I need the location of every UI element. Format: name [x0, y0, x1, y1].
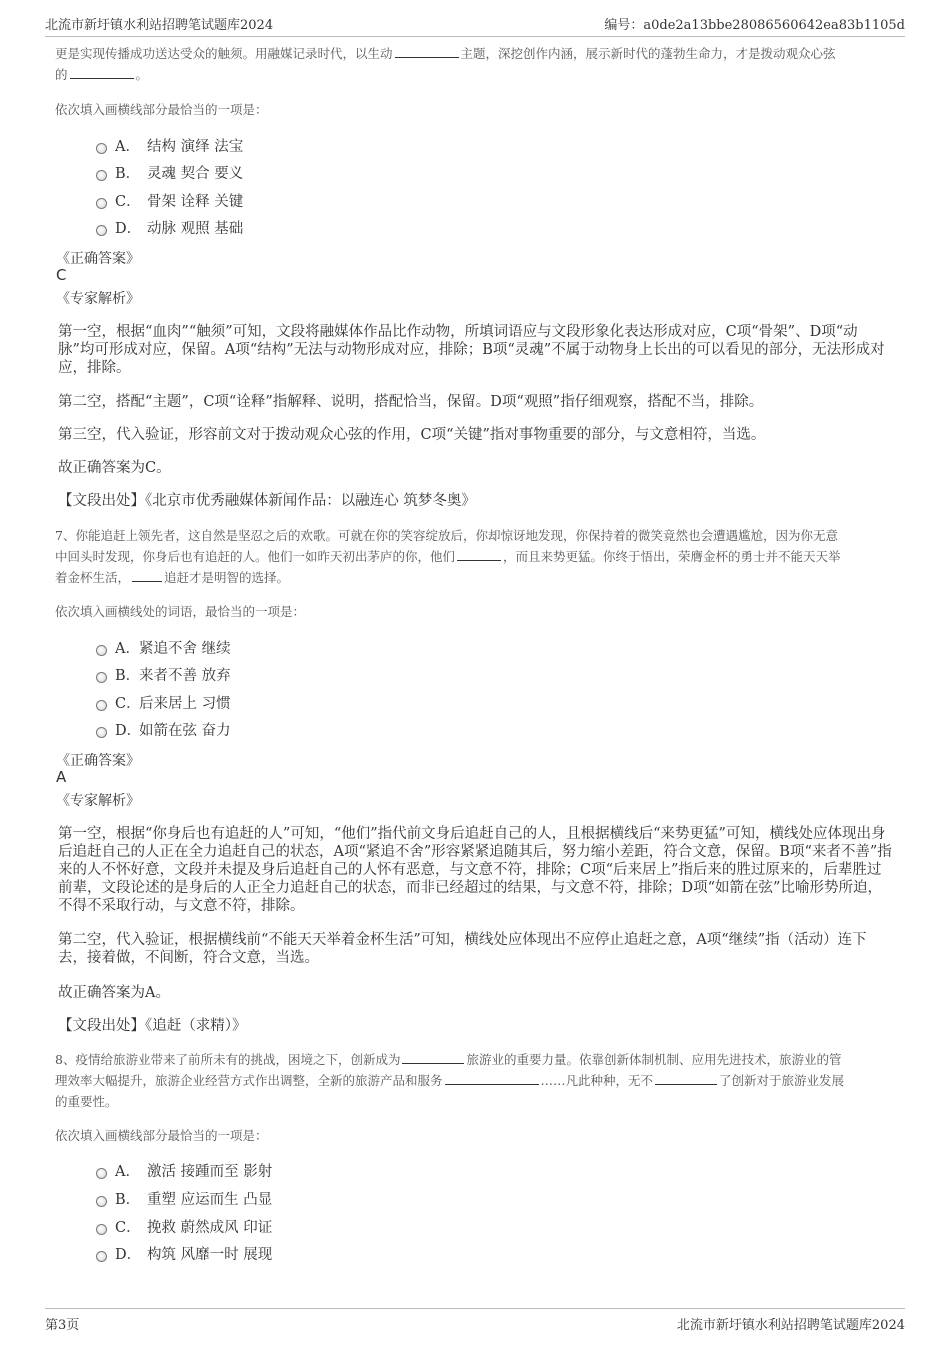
q7-answer-label: 《正确答案》 [56, 753, 140, 769]
q6-analysis-1: 第一空，根据“血肉”“触须”可知，文段将融媒体作品比作动物，所填词语应与文段形象化表达形成对应，C项“骨架”、D项“动脉”均可形成对应，保留。A项“结构”无法与动物形成对应，排除；B项“灵魂”不属于动物身上长出的可以看见的部分，无法形成对应，排除。 [58, 324, 885, 376]
blank-line [445, 1072, 539, 1085]
q6-answer: C [56, 266, 67, 284]
option-text: 如箭在弦 奋力 [139, 722, 231, 739]
q7-option-b[interactable] [96, 664, 231, 684]
option-text: 构筑 风靡一时 展现 [147, 1246, 273, 1263]
q8-stem-part: 了创新对于旅游业发展 [719, 1073, 845, 1088]
q8-stem-part: ……凡此种种，无不 [540, 1073, 654, 1088]
q6-option-c[interactable] [96, 190, 243, 210]
blank-line [70, 66, 134, 79]
q7-option-c[interactable] [96, 692, 231, 712]
q8-option-b[interactable] [96, 1188, 272, 1208]
q6-answer-label: 《正确答案》 [56, 251, 140, 267]
header-serial: 编号：a0de2a13bbe28086560642ea83b1105d [604, 18, 905, 33]
radio-icon[interactable] [96, 1168, 107, 1179]
q7-stem-part: 中回头时发现，你身后也有追赶的人。他们一如昨天初出茅庐的你，他们 [55, 549, 456, 564]
option-text: 激活 接踵而至 影射 [147, 1163, 273, 1180]
option-text: 动脉 观照 基础 [147, 220, 244, 237]
option-letter: C． [115, 193, 141, 210]
radio-icon[interactable] [96, 170, 107, 181]
q6-option-b[interactable] [96, 162, 243, 182]
q8-option-a[interactable] [96, 1160, 272, 1180]
q7-stem [55, 525, 895, 588]
radio-icon[interactable] [96, 700, 107, 711]
q8-instruction: 依次填入画横线部分最恰当的一项是： [55, 1128, 268, 1143]
q6-stem-part: 。 [135, 67, 149, 82]
option-text: 骨架 诠释 关键 [147, 193, 244, 210]
option-text: 重塑 应运而生 凸显 [147, 1191, 273, 1208]
q6-stem-part: 的 [55, 67, 68, 82]
option-text: 紧追不舍 继续 [139, 640, 231, 657]
option-letter: D． [115, 1246, 142, 1263]
blank-line [457, 548, 501, 561]
q6-analysis-3: 第三空，代入验证，形容前文对于拨动观众心弦的作用，C项“关键”指对事物重要的部分，与文意相符，当选。 [58, 427, 766, 443]
option-letter: B． [115, 1191, 141, 1208]
q6-instruction: 依次填入画横线部分最恰当的一项是： [55, 102, 268, 117]
q8-option-c[interactable] [96, 1216, 272, 1236]
option-letter: A． [115, 640, 140, 657]
q6-option-a[interactable] [96, 135, 243, 155]
page-number: 第3页 [45, 1318, 80, 1333]
q7-instruction: 依次填入画横线处的词语，最恰当的一项是： [55, 604, 306, 619]
blank-line [655, 1072, 717, 1085]
option-letter: B． [115, 667, 141, 684]
q6-source: 【文段出处】《北京市优秀融媒体新闻作品：以融连心 筑梦冬奥》 [58, 493, 476, 509]
q8-stem-line: 的重要性。 [55, 1094, 118, 1109]
q7-option-d[interactable] [96, 719, 231, 739]
option-text: 来者不善 放弃 [139, 667, 231, 684]
q7-stem-part: ，而且来势更猛。你终于悟出，荣膺金杯的勇士并不能天天举 [503, 549, 841, 564]
q7-option-a[interactable] [96, 637, 231, 657]
q7-answer: A [56, 768, 67, 786]
q6-stem-part: 主题，深挖创作内涵，展示新时代的蓬勃生命力，才是拨动观众心弦 [460, 46, 836, 61]
page-header [45, 10, 905, 37]
q7-analysis-1: 第一空，根据“你身后也有追赶的人”可知，“他们”指代前文身后追赶自己的人，且根据横线后“来势更猛”可知，横线处应体现出身后追赶自己的人正在全力追赶自己的状态，A项“紧追不舍”形容紧紧追随其后，努力缩小差距，符合文意，保留。B项“来者不善”指来的人不怀好意，文段并未提及身后追赶自己的人怀有恶意，与文意不符，排除；C项“后来居上”指后来的胜过原来的，后辈胜过前辈，文段论述的是身后的人正全力追赶自己的状态，而非已经超过的结果，与文意不符，排除；D项“如箭在弦”比喻形势所迫，不得不采取行动，与文意不符，排除。 [58, 826, 892, 914]
blank-line [132, 569, 162, 582]
radio-icon[interactable] [96, 198, 107, 209]
option-letter: A． [115, 1163, 140, 1180]
q8-stem [55, 1049, 895, 1112]
q7-analysis-label: 《专家解析》 [56, 793, 140, 809]
radio-icon[interactable] [96, 225, 107, 236]
q7-stem-line: 7、你能追赶上领先者，这自然是坚忍之后的欢歌。可就在你的笑容绽放后，你却惊讶地发现，你保持着的微笑竟然也会遭遇尴尬，因为你无意 [55, 528, 838, 543]
option-letter: C． [115, 695, 141, 712]
q6-stem-part: 更是实现传播成功送达受众的触须。用融媒记录时代，以生动 [55, 46, 393, 61]
header-title: 北流市新圩镇水利站招聘笔试题库2024 [45, 18, 274, 33]
option-letter: A． [115, 138, 140, 155]
option-text: 后来居上 习惯 [139, 695, 231, 712]
q6-option-d[interactable] [96, 217, 243, 237]
radio-icon[interactable] [96, 1251, 107, 1262]
q6-analysis-4: 故正确答案为C。 [58, 460, 171, 476]
q7-stem-part: 追赶才是明智的选择。 [164, 570, 290, 585]
blank-line [395, 45, 459, 58]
radio-icon[interactable] [96, 143, 107, 154]
radio-icon[interactable] [96, 1196, 107, 1207]
option-letter: B． [115, 165, 141, 182]
radio-icon[interactable] [96, 727, 107, 738]
radio-icon[interactable] [96, 645, 107, 656]
option-letter: D． [115, 220, 142, 237]
option-text: 挽救 蔚然成风 印证 [147, 1219, 273, 1236]
q8-stem-part: 旅游业的重要力量。依靠创新体制机制、应用先进技术，旅游业的管 [466, 1052, 842, 1067]
q8-option-d[interactable] [96, 1243, 272, 1263]
q8-stem-part: 理效率大幅提升，旅游企业经营方式作出调整，全新的旅游产品和服务 [55, 1073, 443, 1088]
option-text: 灵魂 契合 要义 [147, 165, 244, 182]
page-footer [45, 1308, 905, 1335]
q7-stem-part: 着金杯生活， [55, 570, 131, 585]
q7-source: 【文段出处】《追赶（求精）》 [58, 1018, 247, 1034]
footer-title: 北流市新圩镇水利站招聘笔试题库2024 [676, 1318, 905, 1333]
q8-stem-part: 8、疫情给旅游业带来了前所未有的挑战，困境之下，创新成为 [55, 1052, 401, 1067]
q6-stem [55, 43, 895, 85]
option-letter: C． [115, 1219, 141, 1236]
option-text: 结构 演绎 法宝 [147, 138, 244, 155]
option-letter: D． [115, 722, 142, 739]
radio-icon[interactable] [96, 1224, 107, 1235]
q7-analysis-3: 故正确答案为A。 [58, 985, 170, 1001]
radio-icon[interactable] [96, 672, 107, 683]
q6-analysis-2: 第二空，搭配“主题”，C项“诠释”指解释、说明，搭配恰当，保留。D项“观照”指仔细观察，搭配不当，排除。 [58, 394, 764, 410]
q7-analysis-2: 第二空，代入验证，根据横线前“不能天天举着金杯生活”可知，横线处应体现出不应停止追赶之意，A项“继续”指（活动）连下去，接着做，不间断，符合文意，当选。 [58, 932, 867, 966]
q6-analysis-label: 《专家解析》 [56, 291, 140, 307]
blank-line [402, 1051, 464, 1064]
